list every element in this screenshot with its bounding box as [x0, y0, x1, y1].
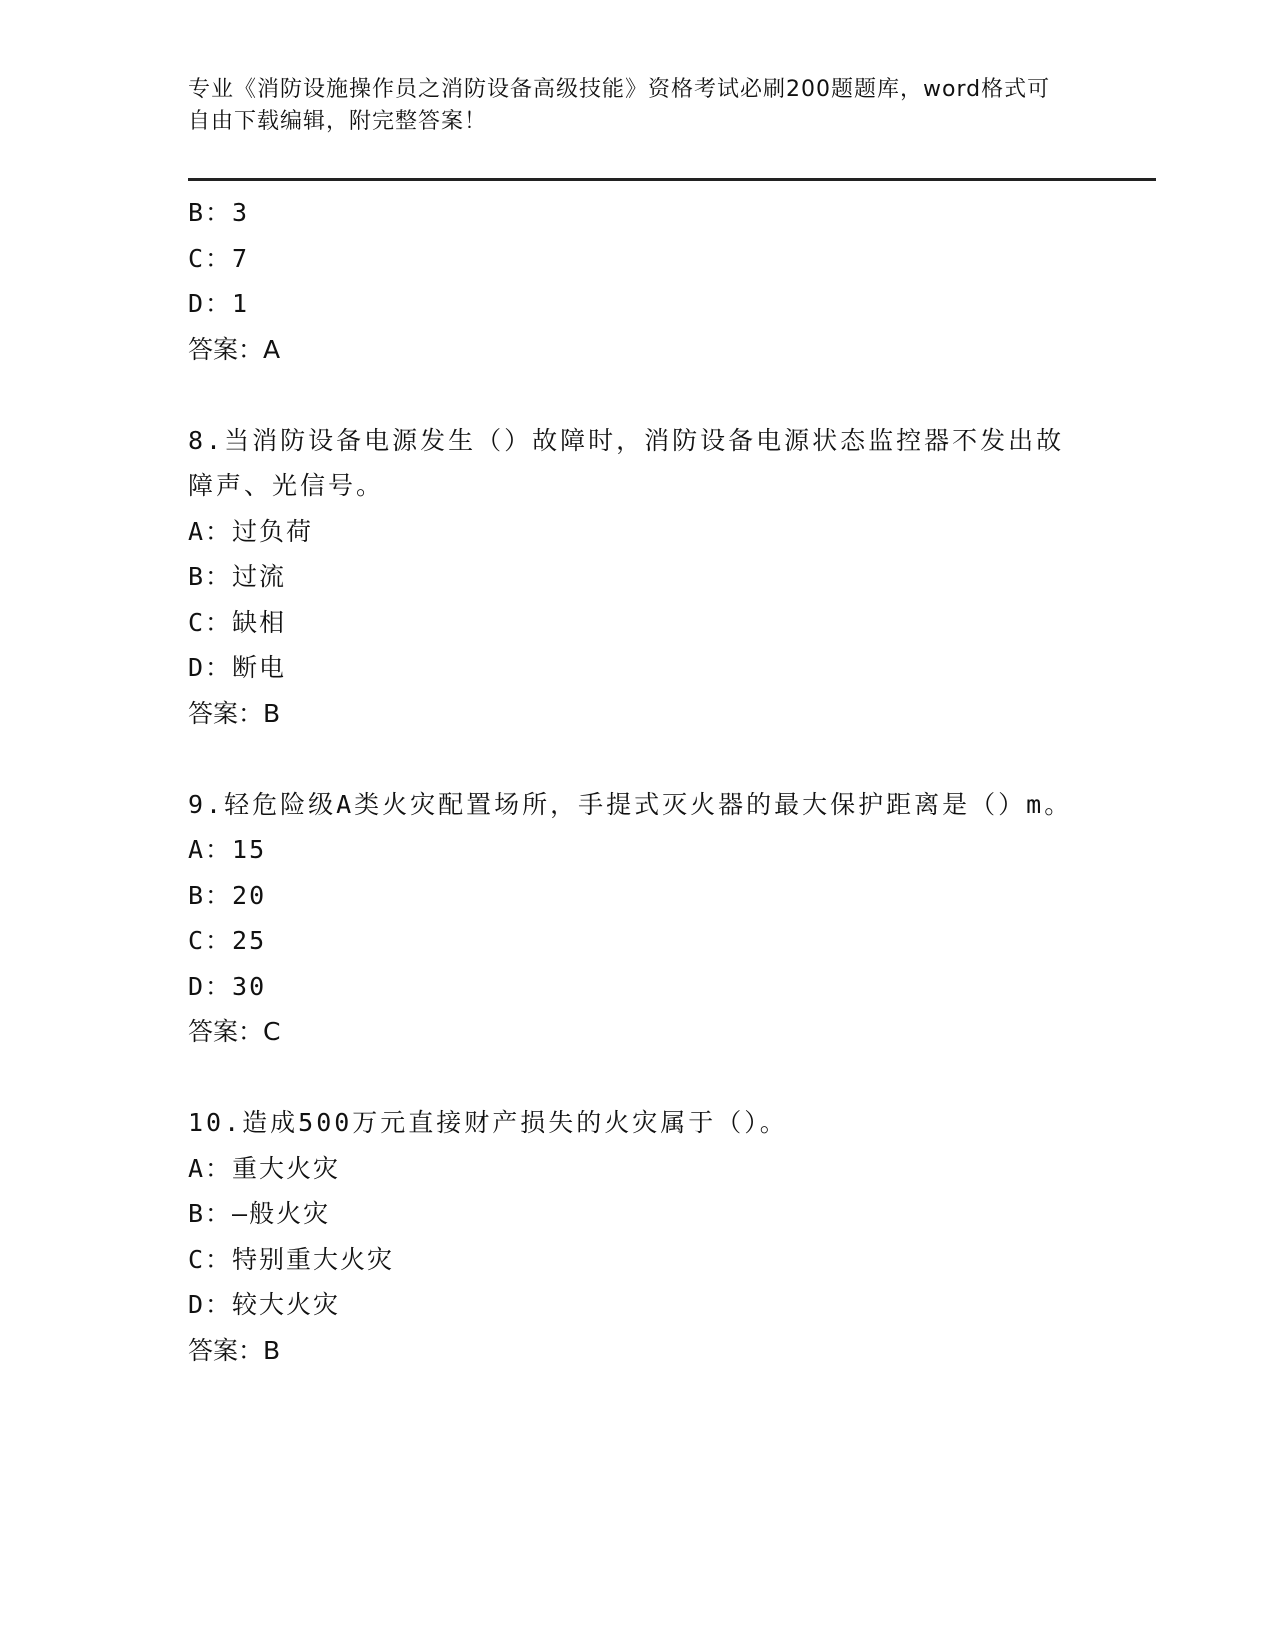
option-d: D：较大火灾	[188, 1290, 341, 1319]
option-a: A：过负荷	[188, 516, 314, 546]
option-d: D：1	[188, 289, 250, 318]
spacer	[188, 372, 1088, 418]
document-header: 专业《消防设施操作员之消防设备高级技能》资格考试必刷200题题库，word格式可自由下载编辑，附完整答案！	[188, 77, 1051, 134]
option-c: C：特别重大火灾	[188, 1244, 395, 1274]
question-7-continued	[188, 190, 1088, 372]
question-stem: 9.轻危险级A类火灾配置场所，手提式灭火器的最大保护距离是（）m。	[188, 789, 1073, 819]
option-b: B：—般火灾	[188, 1199, 331, 1228]
answer: 答案：B	[188, 698, 281, 728]
header-rule	[188, 178, 1156, 181]
option-a: A：重大火灾	[188, 1153, 341, 1183]
option-d: D：30	[188, 971, 267, 1001]
question-10	[188, 1100, 1088, 1373]
spacer	[188, 1055, 1088, 1101]
question-9	[188, 782, 1088, 1055]
question-8	[188, 418, 1088, 737]
question-stem: 10.造成500万元直接财产损失的火灾属于（）。	[188, 1108, 788, 1137]
option-c: C：25	[188, 926, 267, 955]
spacer	[188, 736, 1088, 782]
answer: 答案：C	[188, 1017, 281, 1046]
option-d: D：断电	[188, 653, 287, 682]
question-stem: 8.当消防设备电源发生（）故障时，消防设备电源状态监控器不发出故障声、光信号。	[188, 425, 1065, 500]
option-c: C：缺相	[188, 607, 287, 637]
option-b: B：20	[188, 880, 267, 910]
option-c: C：7	[188, 243, 250, 273]
question-list	[188, 190, 1088, 1373]
answer: 答案：A	[188, 334, 281, 364]
option-b: B：3	[188, 198, 250, 227]
option-a: A：15	[188, 835, 267, 864]
answer: 答案：B	[188, 1335, 281, 1365]
option-b: B：过流	[188, 562, 287, 591]
